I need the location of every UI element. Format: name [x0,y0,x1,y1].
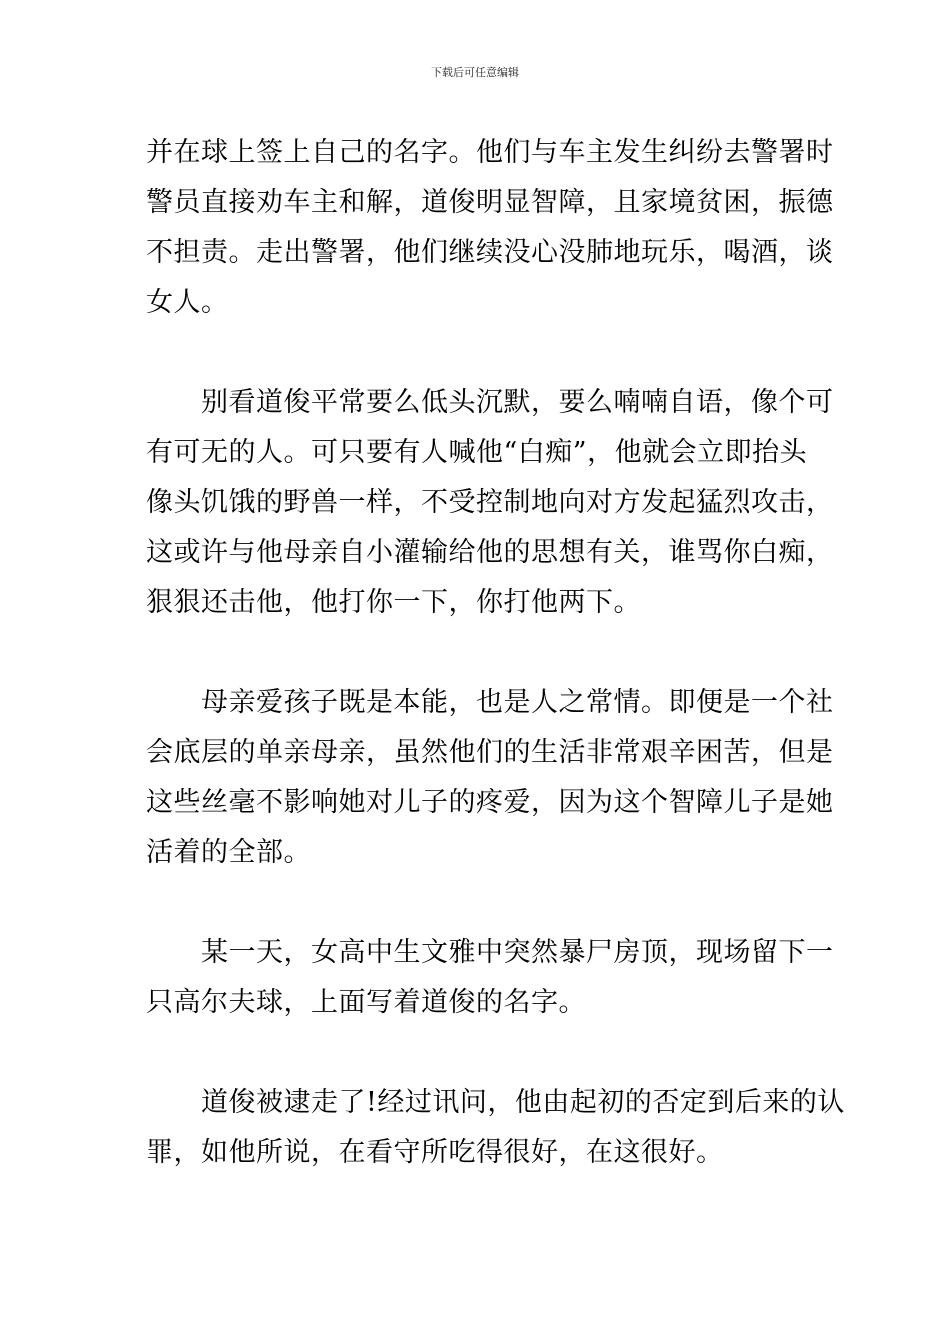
text-line: 警员直接劝车主和解，道俊明显智障，且家境贫困，振德 [146,187,834,218]
text-line: 这些丝毫不影响她对儿子的疼爱，因为这个智障儿子是她 [146,787,834,818]
text-line: 像头饥饿的野兽一样，不受控制地向对方发起猛烈攻击， [146,487,834,518]
text-line: 有可无的人。可只要有人喊他“白痴”，他就会立即抬头 [146,437,808,468]
text-line: 狠狠还击他，他打你一下，你打他两下。 [146,587,641,618]
text-line: 女人。 [146,287,229,318]
paragraph [146,678,834,878]
text-line: 并在球上签上自己的名字。他们与车主发生纠纷去警署时 [146,137,834,168]
paragraph-gap [146,1028,808,1078]
text-line: 这或许与他母亲自小灌输给他的思想有关，谁骂你白痴， [146,537,834,568]
document-body [146,128,845,1178]
text-line: 某一天，女高中生文雅中突然暴尸房顶，现场留下一 [146,937,834,968]
text-line: 只高尔夫球，上面写着道俊的名字。 [146,987,586,1018]
paragraph-gap [146,878,808,928]
text-line: 道俊被逮走了!经过讯问，他由起初的否定到后来的认 [146,1087,845,1118]
text-line: 罪，如他所说，在看守所吃得很好，在这很好。 [146,1137,724,1168]
text-line: 母亲爱孩子既是本能，也是人之常情。即便是一个社 [146,687,834,718]
text-line: 不担责。走出警署，他们继续没心没肺地玩乐，喝酒，谈 [146,237,834,268]
text-line: 活着的全部。 [146,837,311,868]
paragraph [146,928,834,1028]
text-line: 别看道俊平常要么低头沉默，要么喃喃自语，像个可 [146,387,834,418]
paragraph [146,128,834,328]
text-line: 会底层的单亲母亲，虽然他们的生活非常艰辛困苦，但是 [146,737,834,768]
paragraph [146,378,834,628]
paragraph [146,1078,845,1178]
paragraph-gap [146,328,808,378]
paragraph-gap [146,628,808,678]
page-header: 下载后可任意编辑 [431,66,519,79]
